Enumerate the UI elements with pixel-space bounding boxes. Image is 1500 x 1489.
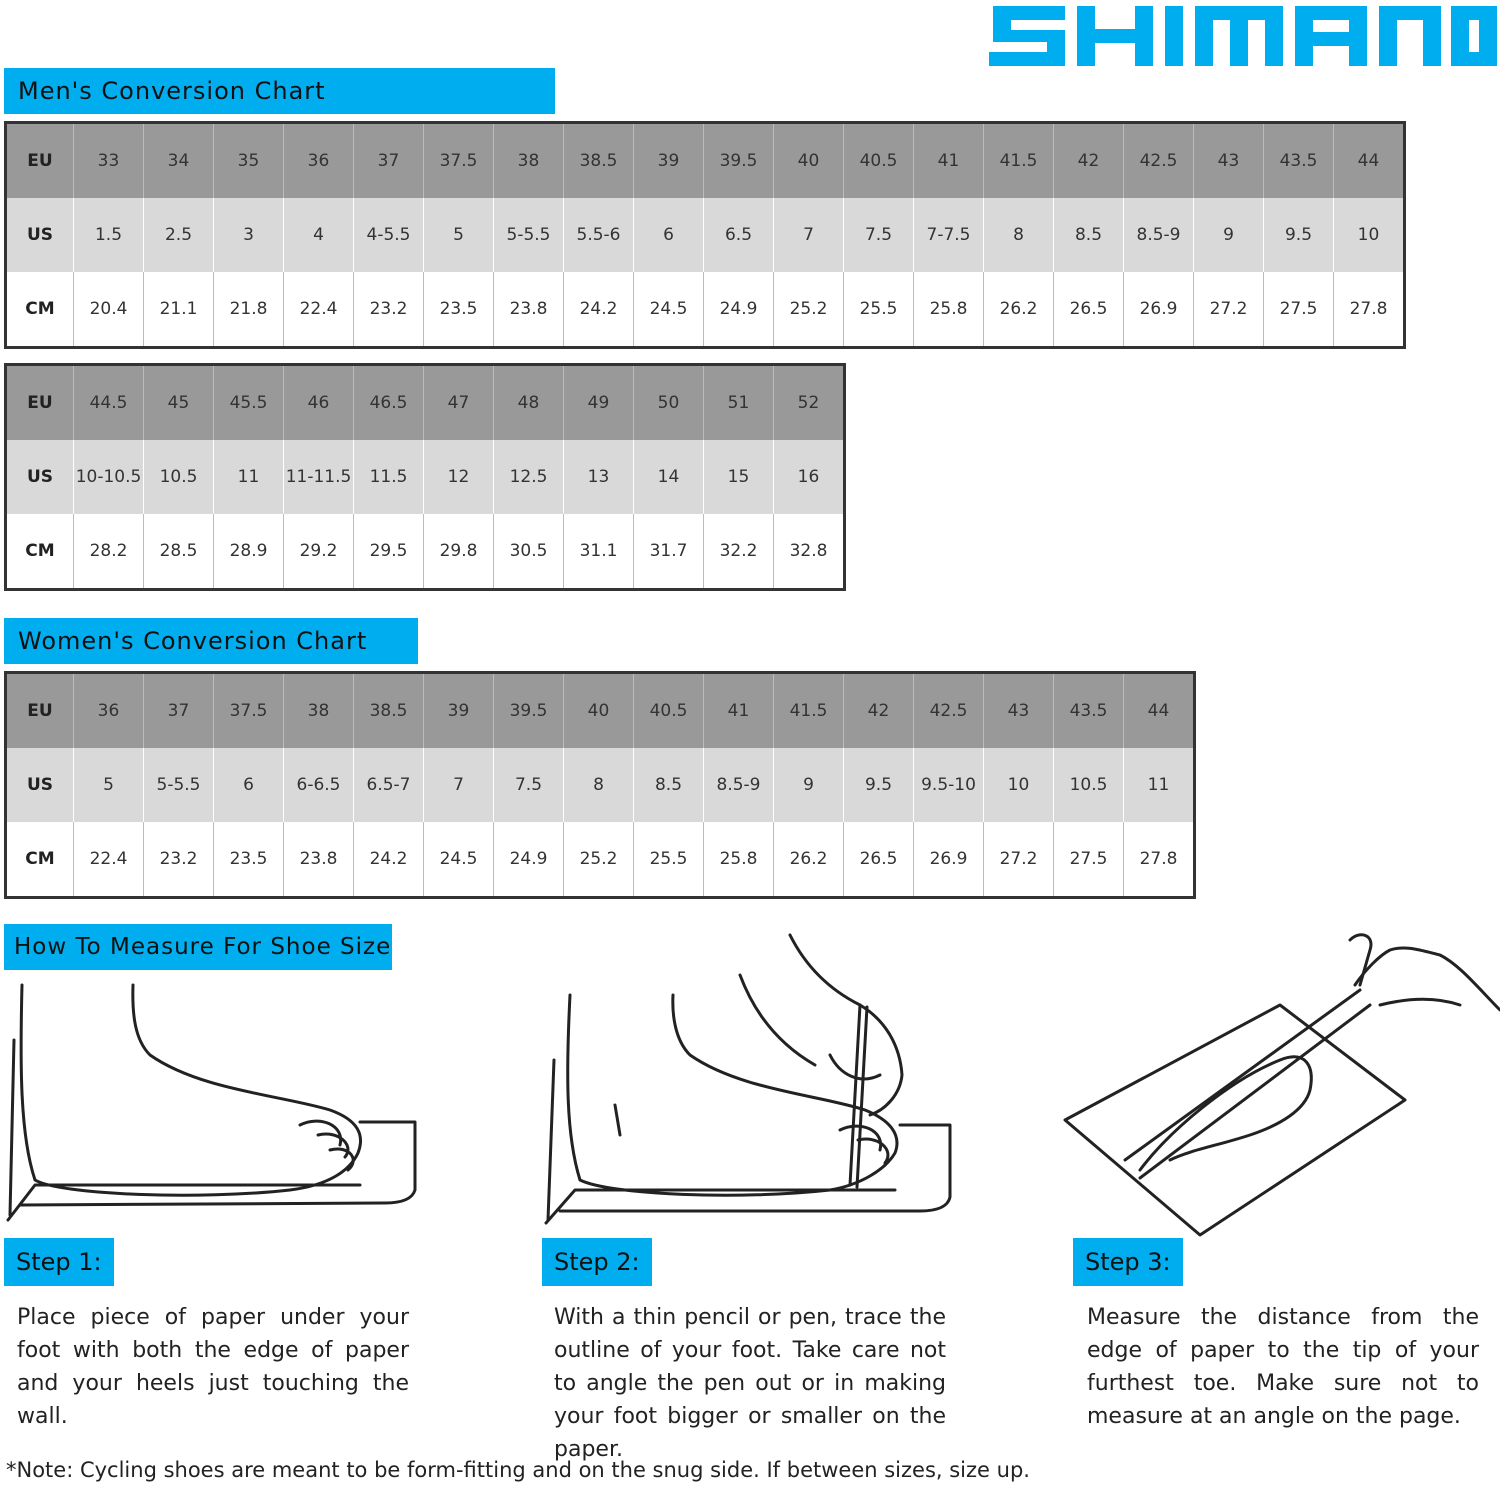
size-cell-us: 9.5-10 <box>914 748 984 822</box>
size-cell-us: 6 <box>634 198 704 272</box>
step-2-text: With a thin pencil or pen, trace the outline of your foot. Take care not to angle the pen out or in making your foot bigger or smaller on the paper. <box>554 1305 946 1462</box>
row-label-eu: EU <box>6 365 74 441</box>
size-cell-us: 11-11.5 <box>284 440 354 514</box>
size-cell-eu: 35 <box>214 123 284 199</box>
size-cell-eu: 47 <box>424 365 494 441</box>
size-cell-us: 5 <box>424 198 494 272</box>
size-cell-cm: 26.5 <box>1054 272 1124 348</box>
size-cell-cm: 24.2 <box>354 822 424 898</box>
size-cell-eu: 37 <box>354 123 424 199</box>
size-cell-us: 10-10.5 <box>74 440 144 514</box>
size-cell-cm: 23.8 <box>494 272 564 348</box>
size-cell-eu: 38 <box>494 123 564 199</box>
row-eu <box>6 365 845 441</box>
size-cell-eu: 37 <box>144 673 214 749</box>
womens-size-table <box>4 671 1196 899</box>
size-cell-cm: 24.5 <box>424 822 494 898</box>
size-cell-eu: 44 <box>1124 673 1195 749</box>
size-cell-cm: 31.1 <box>564 514 634 590</box>
size-cell-cm: 24.2 <box>564 272 634 348</box>
size-cell-eu: 49 <box>564 365 634 441</box>
row-label-us: US <box>6 440 74 514</box>
mens-chart-title: Men's Conversion Chart <box>4 68 555 114</box>
size-cell-eu: 39 <box>424 673 494 749</box>
size-cell-cm: 26.5 <box>844 822 914 898</box>
size-cell-eu: 41.5 <box>984 123 1054 199</box>
size-cell-us: 11 <box>214 440 284 514</box>
size-cell-eu: 40 <box>774 123 844 199</box>
size-cell-us: 1.5 <box>74 198 144 272</box>
size-cell-cm: 23.5 <box>214 822 284 898</box>
size-cell-eu: 33 <box>74 123 144 199</box>
size-cell-eu: 42 <box>844 673 914 749</box>
size-cell-cm: 27.2 <box>1194 272 1264 348</box>
size-cell-cm: 23.5 <box>424 272 494 348</box>
size-cell-eu: 48 <box>494 365 564 441</box>
size-cell-us: 7.5 <box>844 198 914 272</box>
size-cell-cm: 25.2 <box>774 272 844 348</box>
row-label-eu: EU <box>6 673 74 749</box>
step-3-label: Step 3: <box>1073 1238 1183 1286</box>
womens-chart-title: Women's Conversion Chart <box>4 618 418 664</box>
size-cell-eu: 45.5 <box>214 365 284 441</box>
size-cell-us: 9 <box>1194 198 1264 272</box>
size-cell-eu: 43 <box>1194 123 1264 199</box>
size-cell-cm: 22.4 <box>74 822 144 898</box>
size-cell-eu: 37.5 <box>424 123 494 199</box>
size-cell-us: 7.5 <box>494 748 564 822</box>
step-3-text: Measure the distance from the edge of paper to the tip of your furthest toe. Make sure not to measure at an angle on the page. <box>1087 1305 1479 1429</box>
size-cell-eu: 38.5 <box>564 123 634 199</box>
size-cell-eu: 43.5 <box>1264 123 1334 199</box>
size-cell-eu: 39.5 <box>704 123 774 199</box>
size-cell-us: 6.5-7 <box>354 748 424 822</box>
row-label-us: US <box>6 198 74 272</box>
size-cell-eu: 41 <box>914 123 984 199</box>
size-cell-us: 4 <box>284 198 354 272</box>
size-cell-eu: 39 <box>634 123 704 199</box>
size-cell-us: 9 <box>774 748 844 822</box>
step-1-text: Place piece of paper under your foot with both the edge of paper and your heels just touching the wall. <box>17 1305 409 1429</box>
size-cell-cm: 22.4 <box>284 272 354 348</box>
size-cell-cm: 24.9 <box>704 272 774 348</box>
size-cell-us: 3 <box>214 198 284 272</box>
size-cell-us: 5.5-6 <box>564 198 634 272</box>
shimano-logo <box>985 0 1497 72</box>
size-cell-eu: 40.5 <box>844 123 914 199</box>
row-us <box>6 748 1195 822</box>
step-1-label: Step 1: <box>4 1238 114 1286</box>
size-cell-cm: 27.5 <box>1054 822 1124 898</box>
size-cell-cm: 21.1 <box>144 272 214 348</box>
size-cell-us: 8 <box>984 198 1054 272</box>
size-cell-cm: 25.8 <box>704 822 774 898</box>
size-cell-us: 10 <box>984 748 1054 822</box>
size-cell-cm: 29.2 <box>284 514 354 590</box>
size-cell-eu: 34 <box>144 123 214 199</box>
size-cell-cm: 32.8 <box>774 514 845 590</box>
size-cell-eu: 51 <box>704 365 774 441</box>
measure-title: How To Measure For Shoe Size <box>4 924 392 970</box>
size-cell-us: 7-7.5 <box>914 198 984 272</box>
size-cell-cm: 21.8 <box>214 272 284 348</box>
size-cell-cm: 25.5 <box>634 822 704 898</box>
size-cell-cm: 24.5 <box>634 272 704 348</box>
size-cell-eu: 40 <box>564 673 634 749</box>
size-cell-us: 8.5 <box>1054 198 1124 272</box>
size-cell-cm: 31.7 <box>634 514 704 590</box>
size-cell-us: 12 <box>424 440 494 514</box>
size-cell-eu: 44.5 <box>74 365 144 441</box>
size-cell-us: 8.5 <box>634 748 704 822</box>
size-cell-cm: 24.9 <box>494 822 564 898</box>
size-cell-eu: 41.5 <box>774 673 844 749</box>
size-cell-cm: 25.8 <box>914 272 984 348</box>
size-cell-eu: 50 <box>634 365 704 441</box>
size-cell-us: 9.5 <box>844 748 914 822</box>
size-cell-cm: 27.8 <box>1334 272 1405 348</box>
size-cell-eu: 40.5 <box>634 673 704 749</box>
size-cell-us: 14 <box>634 440 704 514</box>
size-cell-eu: 37.5 <box>214 673 284 749</box>
measuring-tape-icon <box>1060 930 1500 1240</box>
size-cell-eu: 52 <box>774 365 845 441</box>
foot-on-paper-icon <box>0 985 430 1225</box>
size-cell-cm: 28.9 <box>214 514 284 590</box>
row-cm <box>6 822 1195 898</box>
size-cell-us: 6.5 <box>704 198 774 272</box>
size-cell-us: 15 <box>704 440 774 514</box>
size-cell-us: 6 <box>214 748 284 822</box>
row-eu <box>6 123 1405 199</box>
size-cell-cm: 26.2 <box>774 822 844 898</box>
mens-size-table-2 <box>4 363 846 591</box>
size-cell-eu: 42.5 <box>1124 123 1194 199</box>
size-cell-cm: 23.8 <box>284 822 354 898</box>
size-cell-us: 12.5 <box>494 440 564 514</box>
size-cell-us: 2.5 <box>144 198 214 272</box>
size-cell-eu: 45 <box>144 365 214 441</box>
row-label-eu: EU <box>6 123 74 199</box>
size-cell-cm: 23.2 <box>144 822 214 898</box>
size-cell-us: 8.5-9 <box>704 748 774 822</box>
size-cell-cm: 27.2 <box>984 822 1054 898</box>
size-cell-eu: 42 <box>1054 123 1124 199</box>
size-cell-us: 5 <box>74 748 144 822</box>
tracing-foot-icon <box>540 935 960 1225</box>
size-cell-eu: 46.5 <box>354 365 424 441</box>
size-cell-eu: 43.5 <box>1054 673 1124 749</box>
size-cell-eu: 36 <box>284 123 354 199</box>
size-cell-us: 7 <box>424 748 494 822</box>
size-cell-us: 6-6.5 <box>284 748 354 822</box>
size-cell-us: 8.5-9 <box>1124 198 1194 272</box>
size-cell-cm: 29.8 <box>424 514 494 590</box>
size-cell-eu: 42.5 <box>914 673 984 749</box>
row-cm <box>6 514 845 590</box>
size-cell-cm: 25.5 <box>844 272 914 348</box>
size-cell-us: 5-5.5 <box>494 198 564 272</box>
row-label-us: US <box>6 748 74 822</box>
size-cell-cm: 30.5 <box>494 514 564 590</box>
size-cell-us: 11.5 <box>354 440 424 514</box>
size-cell-us: 7 <box>774 198 844 272</box>
row-us <box>6 440 845 514</box>
size-cell-us: 9.5 <box>1264 198 1334 272</box>
row-label-cm: CM <box>6 272 74 348</box>
size-cell-cm: 28.5 <box>144 514 214 590</box>
size-cell-eu: 39.5 <box>494 673 564 749</box>
size-cell-cm: 20.4 <box>74 272 144 348</box>
size-cell-us: 11 <box>1124 748 1195 822</box>
size-cell-eu: 44 <box>1334 123 1405 199</box>
size-cell-cm: 26.9 <box>914 822 984 898</box>
step-2-label: Step 2: <box>542 1238 652 1286</box>
size-cell-eu: 38.5 <box>354 673 424 749</box>
size-cell-us: 16 <box>774 440 845 514</box>
size-cell-us: 13 <box>564 440 634 514</box>
size-cell-cm: 25.2 <box>564 822 634 898</box>
size-cell-eu: 46 <box>284 365 354 441</box>
size-cell-us: 5-5.5 <box>144 748 214 822</box>
size-cell-us: 8 <box>564 748 634 822</box>
size-cell-cm: 29.5 <box>354 514 424 590</box>
size-cell-us: 10.5 <box>144 440 214 514</box>
footnote: *Note: Cycling shoes are meant to be form-fitting and on the snug side. If between sizes, size up. <box>6 1458 1030 1482</box>
size-cell-cm: 27.5 <box>1264 272 1334 348</box>
size-cell-cm: 32.2 <box>704 514 774 590</box>
size-cell-cm: 27.8 <box>1124 822 1195 898</box>
row-eu <box>6 673 1195 749</box>
size-cell-eu: 38 <box>284 673 354 749</box>
size-cell-eu: 36 <box>74 673 144 749</box>
row-label-cm: CM <box>6 514 74 590</box>
size-cell-us: 4-5.5 <box>354 198 424 272</box>
size-cell-cm: 28.2 <box>74 514 144 590</box>
size-cell-cm: 23.2 <box>354 272 424 348</box>
size-cell-eu: 43 <box>984 673 1054 749</box>
size-cell-cm: 26.2 <box>984 272 1054 348</box>
mens-size-table-1 <box>4 121 1406 349</box>
row-cm <box>6 272 1405 348</box>
size-cell-us: 10 <box>1334 198 1405 272</box>
row-us <box>6 198 1405 272</box>
row-label-cm: CM <box>6 822 74 898</box>
size-cell-us: 10.5 <box>1054 748 1124 822</box>
size-cell-cm: 26.9 <box>1124 272 1194 348</box>
size-cell-eu: 41 <box>704 673 774 749</box>
